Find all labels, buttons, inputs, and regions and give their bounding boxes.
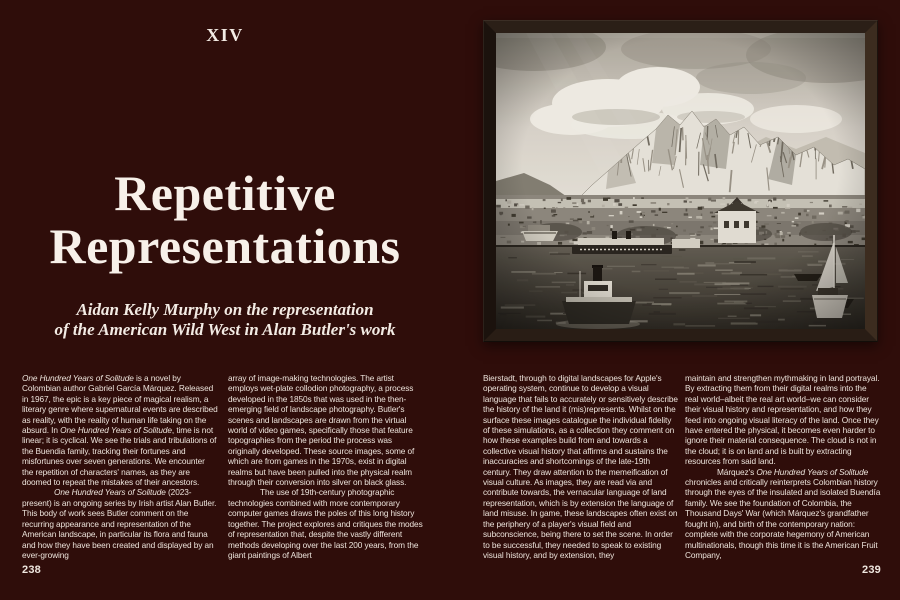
- photo-artwork: [496, 33, 865, 329]
- body-paragraph: The use of 19th-century photographic technologies combined with more contemporary computer games draws the poles of this long history together. The project explores and critiques the modes of representation that, despite the vastly different methods developing over the last 200 years, from the giant paintings of Albert: [228, 487, 423, 560]
- chapter-numeral: XIV: [206, 25, 244, 45]
- body-paragraph: array of image-making technologies. The artist employs wet-plate collodion photography, a process developed in the 1850s that was used in the then-emerging field of landscape photography. Butler's scenes and landscapes are drawn from the virtual world of video games, specifically those that feature topographies from the period the process was originally developed. These source images, some of which are from games in the 1970s, exist in digital realms but have been pulled into the physical realm through their conversion into silver on black glass.: [228, 373, 415, 488]
- article-subtitle-line-2: of the American Wild West in Alan Butler's work: [54, 320, 396, 339]
- text-column-right-2: [685, 373, 881, 573]
- body-paragraph: One Hundred Years of Solitude (2023-present) is an ongoing series by Irish artist Alan Butler. This body of work sees Butler comment on the recurring appearance and representation of the American landscape, in particular its flora and fauna and how they have been created and displayed by an ever-growing: [22, 487, 217, 560]
- text-column-left-2: [228, 373, 424, 573]
- text-column-right-1: [483, 373, 679, 573]
- vignette-overlay: [496, 33, 865, 329]
- body-paragraph: maintain and strengthen mythmaking in land portrayal. By extracting them from their digital realms into the real world–albeit the real art world–we can consider their visual history and representation, and how they feed into ongoing visual literacy of the land. Once they have entered the physical, it becomes even harder to ignore their material consequence. The cloud is not in the cloud; it is on land and is built by extracting resources from said land.: [685, 373, 880, 467]
- article-title-line-2: Representations: [49, 218, 401, 274]
- page-number-right: 239: [862, 564, 881, 576]
- body-paragraph: One Hundred Years of Solitude is a novel by Colombian author Gabriel García Márquez. Released in 1967, the epic is a key piece of magical realism, a literary genre where supernatural events are described as reality, with the reality of human life taking on the absurd. In One Hundred Years of Solitude, time is not linear; it is cyclical. We see the trials and tribulations of the Buendia family, tracking their fortunes and misfortunes over seven generations. We encounter the repetition of characters' names, as they are doomed to repeat the mistakes of their ancestors.: [22, 373, 218, 488]
- article-subtitle: [0, 300, 450, 340]
- glass-top-highlight: [496, 33, 865, 38]
- body-paragraph: Bierstadt, through to digital landscapes for Apple's operating system, continue to develop a visual language that fails to accurately or sensitively describe the history of the land it (mis)represents. Whilst on the surface these images catalogue the individual fidelity of these simulations, as a collection they comment on how these examples build from and towards a collective visual history that affirms and sustains the inaccuracies and shortcomings of the late-19th century. They draw attention to the memeification of visual culture. As images, they are read via and contribute towards, the vernacular language of land representation, which is by extension the language of land misuse. In game, these landscapes often exist on the periphery of a player's visual field and subconscience, being there to set the scene. In order to be successful, they needed to speak to existing visual history, and by extension, they: [483, 373, 678, 560]
- article-title-line-1: Repetitive: [114, 165, 336, 221]
- text-column-left-1: [22, 373, 218, 573]
- framed-photograph: [483, 20, 878, 342]
- page-number-left: 238: [22, 564, 41, 576]
- article-title: [0, 167, 450, 273]
- body-paragraph: Márquez's One Hundred Years of Solitude chronicles and critically reinterprets Colombian history through the eyes of the insulated and isolated Buendía family. We see the foundation of Colombia, the Thousand Days' War (which Márquez's grandfather fought in), and birth of the contemporary nation: complete with the corporate hegemony of American multinationals, though this time it is the American Fruit Company,: [685, 466, 881, 560]
- article-subtitle-line-1: Aidan Kelly Murphy on the representation: [76, 300, 374, 319]
